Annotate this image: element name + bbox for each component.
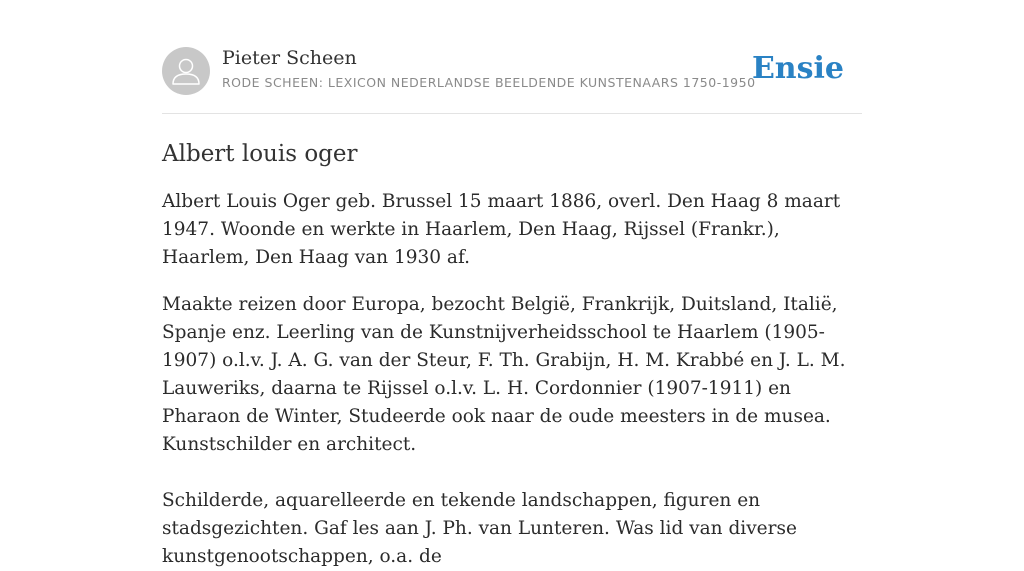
paragraph: Schilderde, aquarelleerde en tekende landschappen, figuren en stadsgezichten. Gaf les aan J. Ph. van Lunteren. Was lid van diverse kunstgenootschappen, o.a. de — [162, 490, 797, 567]
header — [162, 47, 862, 114]
user-icon — [162, 47, 210, 95]
article-body — [162, 188, 862, 571]
author-name[interactable]: Pieter Scheen — [222, 47, 357, 69]
page — [162, 0, 862, 571]
source-title[interactable]: RODE SCHEEN: LEXICON NEDERLANDSE BEELDENDE KUNSTENAARS 1750-1950 — [222, 75, 756, 90]
paragraph: Albert Louis Oger geb. Brussel 15 maart 1886, overl. Den Haag 8 maart 1947. Woonde en werkte in Haarlem, Den Haag, Rijssel (Frankr.), Haarlem, Den Haag van 1930 af. — [162, 191, 841, 268]
ensie-logo[interactable]: Ensie — [751, 51, 844, 86]
paragraph: Maakte reizen door Europa, bezocht België, Frankrijk, Duitsland, Italië, Spanje enz. Leerling van de Kunstnijverheidsschool te Haarlem (1905-1907) o.l.v. J. A. G. van der Steur, F. Th. Grabijn, H. M. Krabbé en J. L. M. Lauweriks, daarna te Rijssel o.l.v. L. H. Cordonnier (1907-1911) en Pharaon de Winter, Studeerde ook naar de oude meesters in de musea. Kunstschilder en architect. — [162, 294, 846, 455]
article-title: Albert louis oger — [162, 141, 358, 167]
avatar[interactable] — [162, 47, 210, 95]
